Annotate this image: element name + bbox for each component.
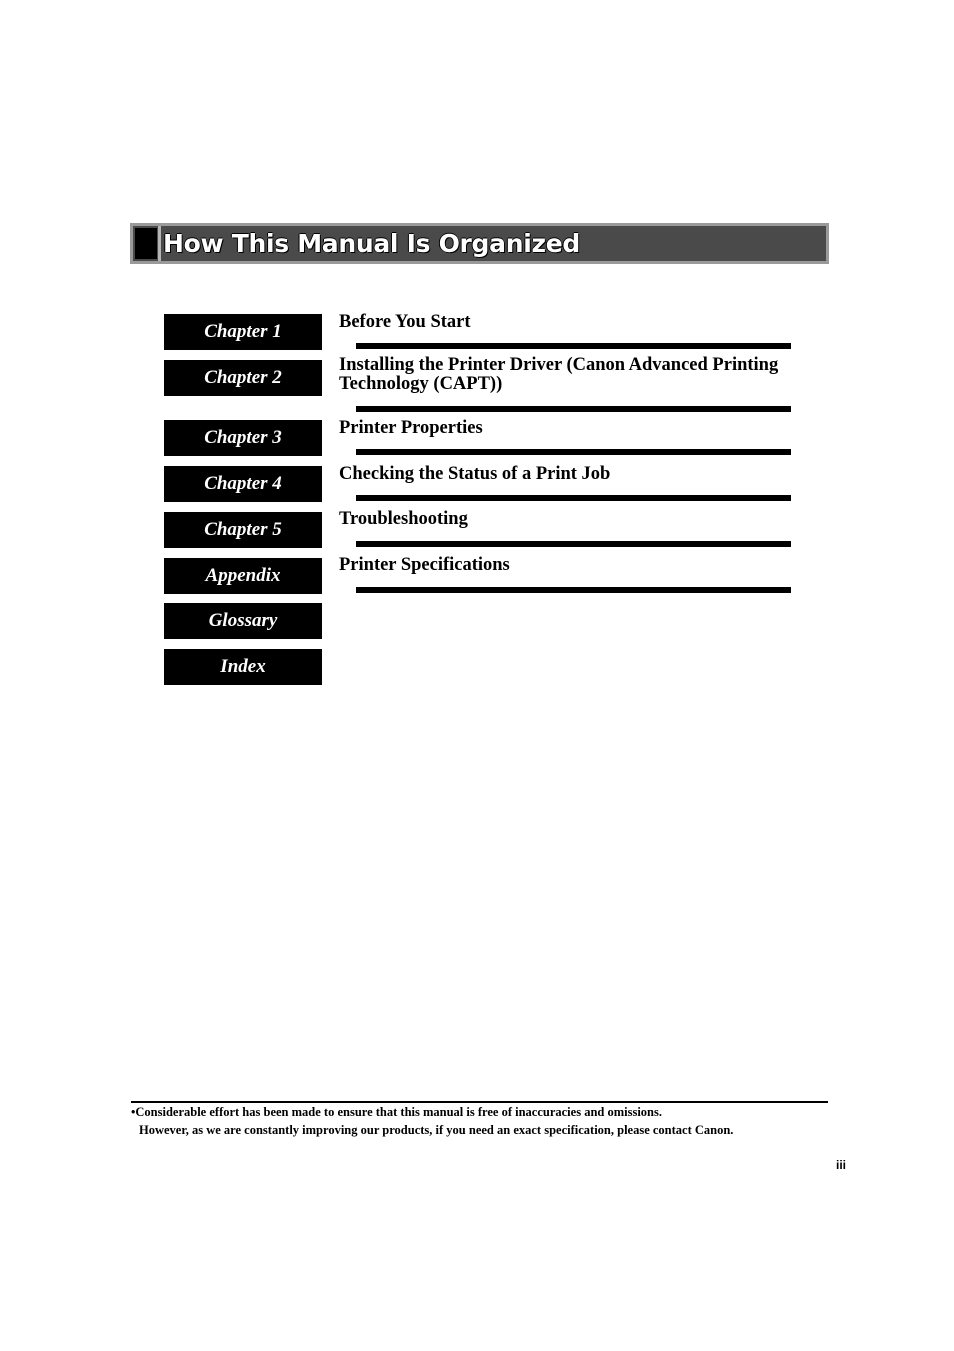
footer-bullet: • xyxy=(131,1105,136,1119)
appendix-rule xyxy=(356,587,791,593)
chapter-3-rule xyxy=(356,449,791,455)
footer-disclaimer xyxy=(131,1104,851,1139)
page-number: iii xyxy=(836,1158,847,1172)
page-title: How This Manual Is Organized xyxy=(163,229,580,258)
chapter-4-rule xyxy=(356,495,791,501)
tab-glossary[interactable]: Glossary xyxy=(164,603,322,639)
chapter-4-title[interactable]: Checking the Status of a Print Job xyxy=(339,464,611,484)
section-heading-inner xyxy=(133,226,826,261)
chapter-1-title[interactable]: Before You Start xyxy=(339,312,471,332)
tab-chapter-1[interactable]: Chapter 1 xyxy=(164,314,322,350)
heading-marker-block xyxy=(135,228,157,259)
footer-line-2: However, as we are constantly improving our products, if you need an exact specification, please contact Canon. xyxy=(139,1122,734,1137)
footer-line-1: Considerable effort has been made to ensure that this manual is free of inaccuracies and omissions. xyxy=(135,1105,663,1119)
heading-separator xyxy=(158,226,161,261)
tab-chapter-5[interactable]: Chapter 5 xyxy=(164,512,322,548)
tab-chapter-2[interactable]: Chapter 2 xyxy=(164,360,322,396)
footer-divider xyxy=(131,1101,828,1103)
chapter-5-title[interactable]: Troubleshooting xyxy=(339,509,468,529)
chapter-3-title[interactable]: Printer Properties xyxy=(339,418,483,438)
tab-chapter-3[interactable]: Chapter 3 xyxy=(164,420,322,456)
chapter-2-title[interactable]: Installing the Printer Driver (Canon Advanced Printing Technology (CAPT)) xyxy=(339,355,779,394)
chapter-5-rule xyxy=(356,541,791,547)
tab-index[interactable]: Index xyxy=(164,649,322,685)
appendix-title[interactable]: Printer Specifications xyxy=(339,555,510,575)
tab-chapter-4[interactable]: Chapter 4 xyxy=(164,466,322,502)
chapter-1-rule xyxy=(356,343,791,349)
chapter-2-rule xyxy=(356,406,791,412)
tab-appendix[interactable]: Appendix xyxy=(164,558,322,594)
section-heading-bar xyxy=(130,223,829,264)
